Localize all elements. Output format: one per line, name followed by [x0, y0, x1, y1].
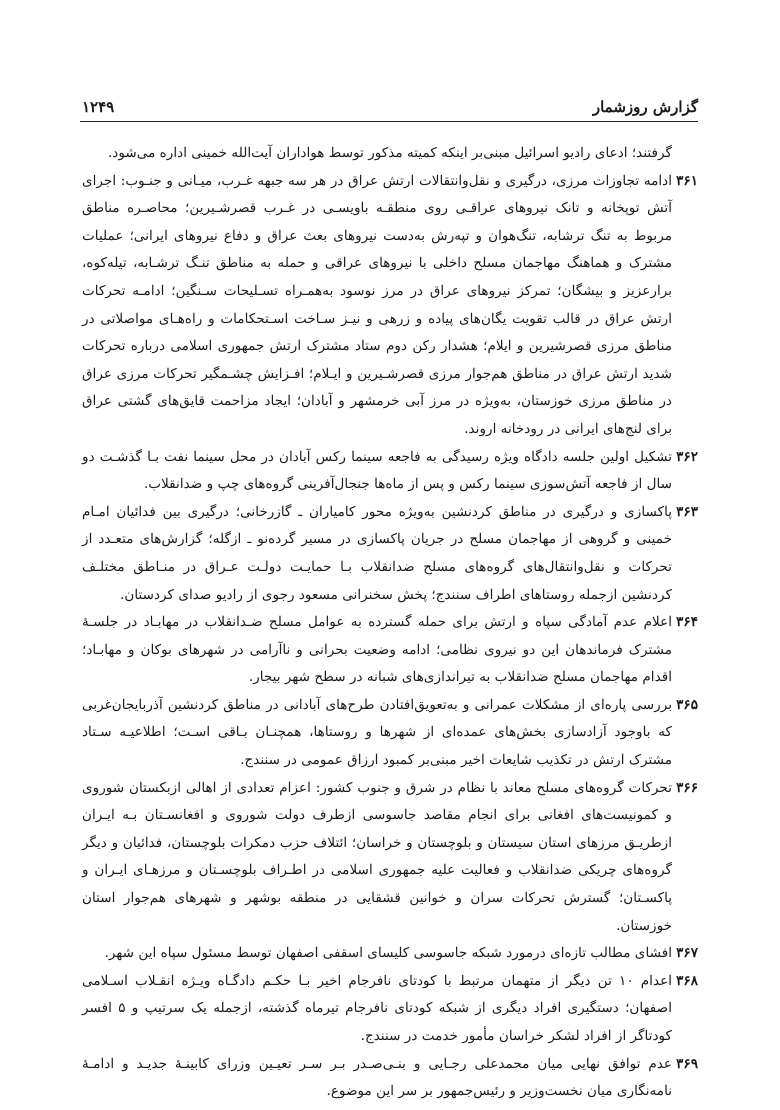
- entry-363: [82, 499, 698, 609]
- entry-362: [82, 444, 698, 499]
- entry-number: ۳۶۳: [676, 503, 698, 520]
- running-title: گزارش روزشمار: [592, 98, 698, 116]
- entry-text: تشکیل اولین جلسه دادگاه ویژه رسیدگی به فاجعه سینما رکس آبادان در محل سینما نفت بـا گذشـت دو سال از فاجعه آتش‌سوزی سینما رکس و پس از ماه‌ها جنجال‌آفرینی گروه‌های چپ و ضدانقلاب.: [82, 448, 672, 493]
- entry-text: افشای مطالب تازه‌ای درمورد شبکه جاسوسی کلیسای اسقفی اصفهان توسط مسئول سپاه این شهر.: [104, 945, 672, 962]
- entry-text: بررسی پاره‌ای از مشکلات عمرانی و به‌تعویق‌افتادن طرح‌های آبادانی در مناطق کردنشین آذربایجان‌غربی که باوجود آزادسازی بخش‌های عمده‌ای از شهرها و روستاها، همچنـان بـاقی اسـت؛ اطلاعیـه سـتاد مشترک ارتش در تکذیب شایعات اخیر مبنی‌بر کمبود ارزاق عمومی در سنندج.: [82, 696, 672, 769]
- entry-text: پاکسازی و درگیری در مناطق کردنشین به‌ویژه محور کامیاران ـ گازرخانی؛ درگیری بین فدائیان امـام خمینی و گروهی از مهاجمان مسلح در جریان پاکسازی در مسیر گردەنو ـ ازگله؛ گزارش‌های متعـدد از تحرکات و نقل‌وانتقال‌های گروه‌های مسلح ضدانقلاب بـا حمایـت دولـت عـراق در منـاطق مختلـف کردنشین ازجمله روستاهای اطراف سنندج؛ پخش سخنرانی مسعود رجوی از رادیو صدای کردستان.: [82, 503, 672, 603]
- page-header: [82, 90, 698, 116]
- entry-361: [82, 168, 698, 444]
- entry-365: [82, 692, 698, 775]
- entry-text: اعدام ۱۰ تن دیگر از متهمان مرتبط با کودتای نافرجام اخیر بـا حکـم دادگـاه ویـژه انقـلاب اسـلامی اصفهان؛ دستگیری افراد دیگری از شبکه کودتای نافرجام تیرماه گذشته، ازجمله یک سرتیپ و ۵ افسر کودتاگر از افراد لشکر خراسان مأمور خدمت در سنندج.: [82, 972, 672, 1044]
- entry-364: [82, 609, 698, 692]
- page-body: [82, 140, 698, 1106]
- entry-text: تحرکات گروه‌های مسلح معاند با نظام در شرق و جنوب کشور: اعزام تعدادی از اهالی ازبکستان شوروی و کمونیست‌های افغانی برای انجام مقاصد جاسوسی ازطرف دولت شوروی و افغانسـتان بـه ایـران ازطریـق مرزهای استان سیستان و بلوچستان و خراسان؛ ائتلاف حزب دمکرات بلوچستان، فدائیان و دیگر گروه‌های چریکی ضدانقلاب و فعالیت علیه جمهوری اسلامی در اطـراف بلوچسـتان و مرزهـای ایـران و پاکسـتان؛ گسترش تحرکات سران و خوانین قشقایی در منطقه بوشهر و شهرهای هم‌جوار استان خوزستان.: [82, 779, 673, 934]
- entry-text: عدم توافق نهایی میان محمدعلی رجـایی و بنـی‌صـدر بـر سـر تعیـین وزرای کابینـهٔ جدیـد و ادامـهٔ نامه‌نگاری میان نخست‌وزیر و رئیس‌جمهور بر سر این موضوع.: [82, 1055, 672, 1100]
- entry-369: [82, 1051, 698, 1106]
- entry-text: ادامه تجاوزات مرزی، درگیری و نقل‌وانتقالات ارتش عراق در هر سه جبهه غـرب، میـانی و جنـوب: اجرای آتش توپخانه و تانک نیروهای عراقـی روی منطقـه باویسـی در غـرب قصرشـیرین؛ محاصـره مناطق مربوط به تنگ ترشابه، تنگ‌هوان و تپه‌رش به‌دست نیروهای بعث عراق و دفاع نیروهای ایرانی؛ عملیات مشترک و هماهنگ مهاجمان مسلح داخلی با نیروهای عراقی و حمله به مناطق تنـگ ترشـابه، تیله‌کوه، برارعزیز و بیشگان؛ تمرکز نیروهای عراق در مرز نوسود به‌همـراه تسـلیحات سـنگین؛ ادامـه تحرکات ارتش عراق در قالب تقویت یگان‌های پیاده و زرهی و نیـز سـاخت اسـتحکامات و راه‌هـای مواصلاتی در مناطق مرزی قصرشیرین و ایلام؛ هشدار رکن دوم ستاد مشترک ارتش جمهوری اسلامی درباره تحرکات شدید ارتش عراق در مناطق هم‌جوار مرزی قصرشـیرین و ایـلام؛ افـزایش چشـمگیر تحرکات مرزی عراق در مناطق مرزی خوزستان، به‌ویژه در مرز آبی خرمشهر و آبادان؛ ایجاد مزاحمت قایق‌های گشتی عراق برای لنج‌های ایرانی در رودخانه اروند.: [82, 172, 672, 437]
- page-number: ۱۲۴۹: [82, 98, 115, 116]
- entry-number: ۳۶۷: [676, 945, 698, 962]
- continued-paragraph: گرفتند؛ ادعای رادیو اسرائیل مبنی‌بر اینکه کمیته مذکور توسط هواداران آیت‌الله خمینی اداره می‌شود.: [107, 145, 672, 161]
- entry-number: ۳۶۲: [676, 448, 698, 465]
- entry-366: [82, 775, 698, 941]
- entry-text: اعلام عدم آمادگی سپاه و ارتش برای حمله گسترده به عوامل مسلح ضـدانقلاب در مهابـاد در جلسـهٔ مشترک فرماندهان این دو نیروی نظامی؛ ادامه وضعیت بحرانی و ناآرامی در شهرهای بوکان و مهابـاد؛ اقدام مهاجمان مسلح ضدانقلاب به تیراندازی‌های شبانه در سطح شهر بیجار.: [82, 614, 672, 686]
- entry-number: ۳۶۵: [676, 696, 698, 713]
- entry-number: ۳۶۶: [676, 779, 698, 796]
- entry-number: ۳۶۸: [676, 972, 698, 989]
- header-rule: [80, 121, 698, 122]
- entry-number: ۳۶۱: [676, 172, 698, 189]
- entry-number: ۳۶۴: [676, 614, 698, 631]
- entry-368: [82, 968, 698, 1051]
- entry-367: [82, 940, 698, 968]
- entry-number: ۳۶۹: [676, 1055, 698, 1072]
